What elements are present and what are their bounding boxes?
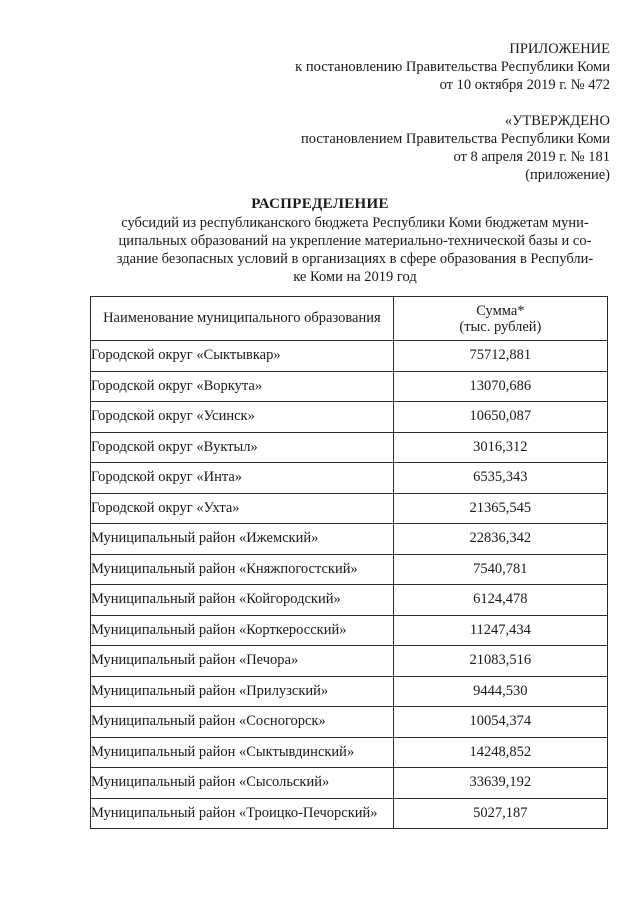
row-name: Муниципальный район «Прилузский»	[91, 676, 394, 707]
row-name: Муниципальный район «Печора»	[91, 646, 394, 677]
row-sum: 7540,781	[393, 554, 607, 585]
table-row	[91, 768, 608, 799]
row-name: Городской округ «Инта»	[91, 463, 394, 494]
table-row	[91, 615, 608, 646]
row-name: Муниципальный район «Княжпогостский»	[91, 554, 394, 585]
annex-resolution-ref: к постановлению Правительства Республики Коми	[295, 59, 610, 75]
row-sum: 3016,312	[393, 432, 607, 463]
row-name: Городской округ «Воркута»	[91, 371, 394, 402]
subtitle-line: здание безопасных условий в организациях в сфере образования в Республи-	[116, 251, 594, 267]
header-sum-unit: (тыс. рублей)	[459, 318, 542, 335]
table-row	[91, 798, 608, 829]
row-sum: 21083,516	[393, 646, 607, 677]
subtitle-line: субсидий из республиканского бюджета Республики Коми бюджетам муни-	[121, 215, 589, 231]
approved-note: (приложение)	[525, 167, 610, 183]
table-row	[91, 707, 608, 738]
row-name: Муниципальный район «Ижемский»	[91, 524, 394, 555]
header-name-cell: Наименование муниципального образования	[91, 297, 394, 341]
row-sum: 10650,087	[393, 402, 607, 433]
table-row	[91, 493, 608, 524]
approved-block	[301, 112, 610, 184]
row-sum: 21365,545	[393, 493, 607, 524]
table-row	[91, 432, 608, 463]
row-sum: 6535,343	[393, 463, 607, 494]
approved-date-number: от 8 апреля 2019 г. № 181	[453, 149, 610, 165]
row-name: Муниципальный район «Сыктывдинский»	[91, 737, 394, 768]
document-title: РАСПРЕДЕЛЕНИЕ	[251, 196, 389, 212]
document-subtitle	[95, 214, 615, 286]
table-row	[91, 585, 608, 616]
table-row	[91, 371, 608, 402]
table-row	[91, 676, 608, 707]
row-name: Городской округ «Вуктыл»	[91, 432, 394, 463]
row-name: Городской округ «Усинск»	[91, 402, 394, 433]
subtitle-line: ципальных образований на укрепление материально-технической базы и со-	[118, 233, 592, 249]
row-sum: 75712,881	[393, 341, 607, 372]
header-sum-label: Сумма*	[476, 302, 525, 319]
row-name: Городской округ «Сыктывкар»	[91, 341, 394, 372]
row-name: Муниципальный район «Койгородский»	[91, 585, 394, 616]
table-row	[91, 737, 608, 768]
row-sum: 6124,478	[393, 585, 607, 616]
table-row	[91, 402, 608, 433]
row-sum: 11247,434	[393, 615, 607, 646]
table-row	[91, 524, 608, 555]
table-row	[91, 646, 608, 677]
table-row	[91, 554, 608, 585]
distribution-table	[90, 296, 608, 829]
header-sum-cell	[393, 297, 607, 341]
row-name: Муниципальный район «Сысольский»	[91, 768, 394, 799]
annex-date-number: от 10 октября 2019 г. № 472	[439, 77, 610, 93]
row-sum: 13070,686	[393, 371, 607, 402]
row-sum: 5027,187	[393, 798, 607, 829]
row-sum: 33639,192	[393, 768, 607, 799]
annex-heading: ПРИЛОЖЕНИЕ	[509, 41, 610, 57]
row-sum: 22836,342	[393, 524, 607, 555]
row-name: Муниципальный район «Троицко-Печорский»	[91, 798, 394, 829]
approved-resolution-ref: постановлением Правительства Республики Коми	[301, 131, 610, 147]
row-sum: 9444,530	[393, 676, 607, 707]
table-header-row	[91, 297, 608, 341]
approved-heading: «УТВЕРЖДЕНО	[504, 113, 610, 129]
row-sum: 14248,852	[393, 737, 607, 768]
row-name: Городской округ «Ухта»	[91, 493, 394, 524]
row-sum: 10054,374	[393, 707, 607, 738]
table-row	[91, 463, 608, 494]
row-name: Муниципальный район «Корткеросский»	[91, 615, 394, 646]
table-row	[91, 341, 608, 372]
row-name: Муниципальный район «Сосногорск»	[91, 707, 394, 738]
subtitle-line: ке Коми на 2019 год	[293, 269, 417, 285]
annex-block	[295, 40, 610, 94]
